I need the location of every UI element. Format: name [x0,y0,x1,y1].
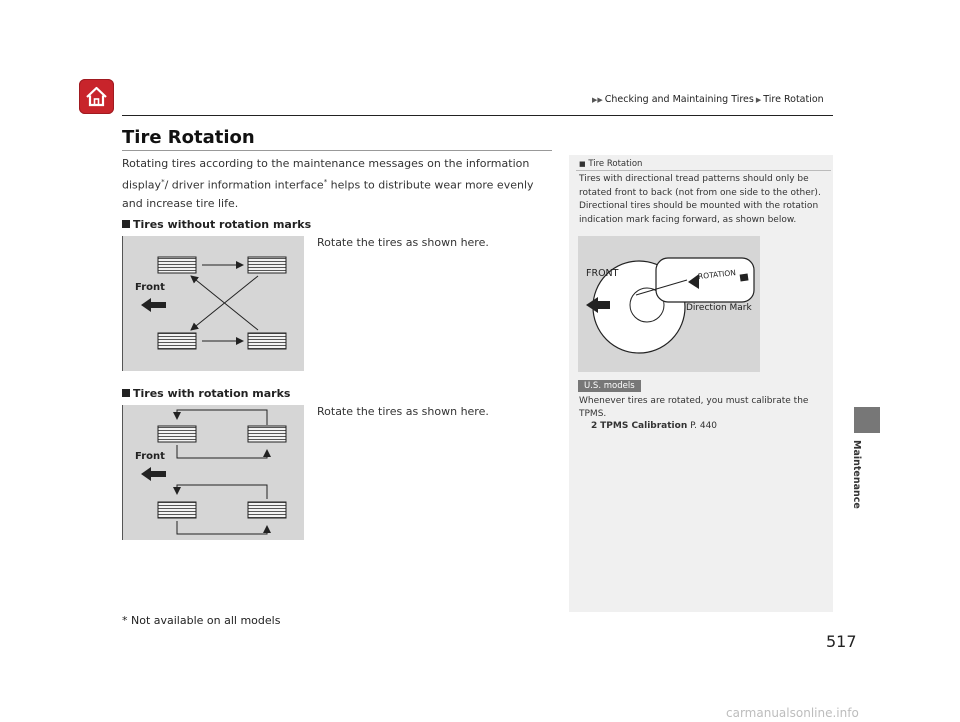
intro-paragraph: Rotating tires according to the maintenance messages on the information display*/ driver information interface* helps to distribute wear more evenly and increase tire life. [122,157,534,210]
figure-rotation-label: ROTATION [697,268,737,281]
tire-front-left [158,257,196,273]
tire-rear-right [248,502,286,518]
breadcrumb-arrow-icon: ▶ [755,96,762,104]
breadcrumb [590,94,824,105]
region-badge: U.S. models [578,380,641,392]
section-heading-no-marks: Tires without rotation marks [122,218,311,231]
tire-rear-right [248,333,286,349]
side-note-heading: ■ Tire Rotation [579,159,643,169]
front-label: Front [135,282,165,293]
footnote-marker[interactable]: * [161,178,165,186]
header-divider [122,115,833,116]
breadcrumb-parent[interactable]: Checking and Maintaining Tires [604,94,754,105]
footnote: * Not available on all models [122,614,281,627]
page-title: Tire Rotation [122,127,255,148]
figure-direction-mark-label: Direction Mark [686,303,752,313]
front-arrow-icon [141,467,166,481]
watermark: carmanualsonline.info [726,706,859,720]
home-icon [85,85,108,108]
breadcrumb-arrow-icon: ▶▶ [592,96,603,104]
home-button[interactable] [79,79,114,114]
direction-mark-figure [578,236,760,372]
side-note-paragraph: Tires with directional tread patterns should only be rotated front to back (not from one side to the other). Directional tires should be mounted with the rotation indication mark facing forward, as shown below. [579,174,821,225]
section-heading-with-marks: Tires with rotation marks [122,387,290,400]
title-divider [122,150,552,151]
footnote-marker[interactable]: * [323,178,328,186]
rotation-diagram-no-marks [122,236,304,371]
rotate-instruction: Rotate the tires as shown here. [317,405,489,418]
rotate-instruction: Rotate the tires as shown here. [317,236,489,249]
tire-front-left [158,426,196,442]
front-arrow-icon [141,298,166,312]
figure-front-label: FRONT [586,268,619,279]
section-tab[interactable] [854,407,880,433]
page-number: 517 [826,632,857,651]
section-tab-label: Maintenance [851,440,862,509]
breadcrumb-current: Tire Rotation [763,94,824,105]
front-label: Front [135,451,165,462]
rotation-diagram-with-marks [122,405,304,540]
reference-arrow-icon: 2 [591,421,598,431]
tpms-calibration-link[interactable]: 2 TPMS Calibration P. 440 [591,421,718,431]
side-note-divider [576,170,831,171]
tire-front-right [248,426,286,442]
tire-rear-left [158,502,196,518]
calibrate-paragraph: Whenever tires are rotated, you must calibrate the TPMS. [579,396,809,419]
tire-rear-left [158,333,196,349]
tire-front-right [248,257,286,273]
